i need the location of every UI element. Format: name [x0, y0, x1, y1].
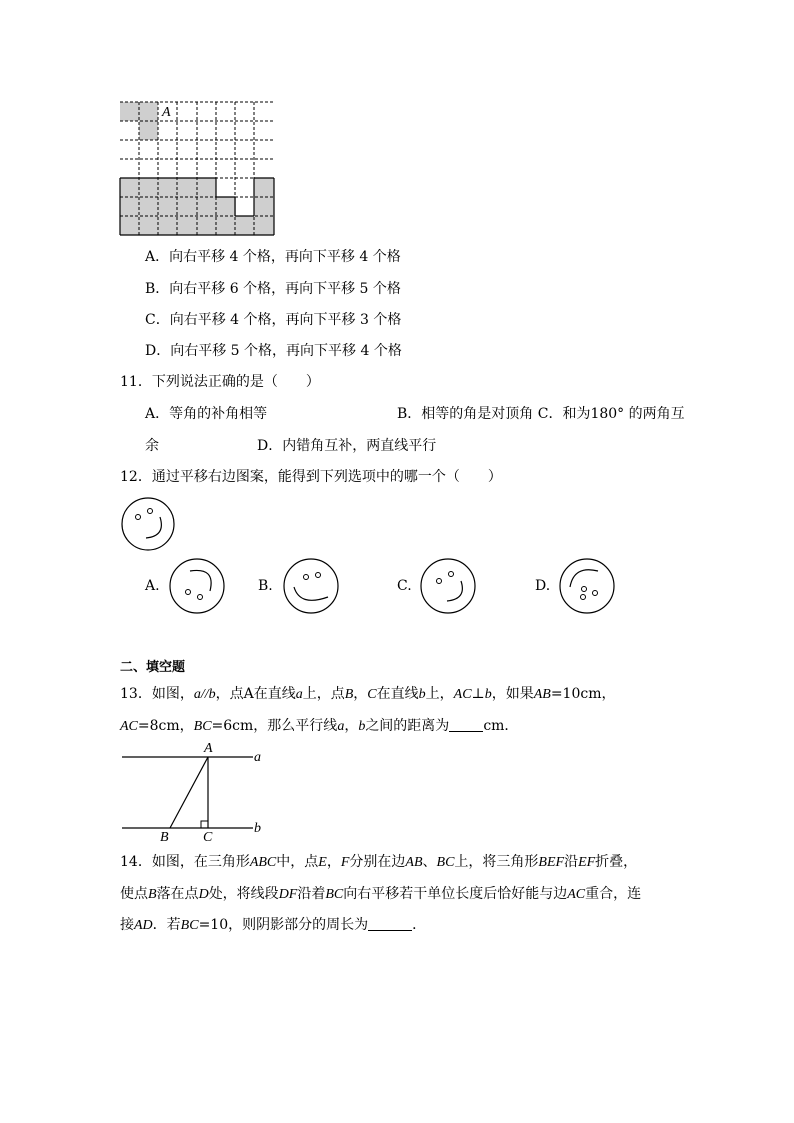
text-fragment: =10，则阴影部分的周长为: [198, 917, 369, 933]
q11-option-d[interactable]: D．内错角互补，两直线平行: [257, 438, 437, 454]
q10-option-b[interactable]: B．向右平移 6 个格，再向下平移 5 个格: [145, 281, 401, 297]
math-fragment: AC: [120, 719, 138, 734]
text-fragment: 接: [120, 917, 134, 933]
q13-answer-blank[interactable]: [449, 717, 483, 732]
q12-option-c-smiley[interactable]: [419, 557, 477, 615]
text-fragment: 沿: [564, 854, 579, 870]
q13-label-c-point: C: [203, 830, 213, 845]
text-fragment: 之间的距离为: [365, 718, 450, 734]
text-fragment: =10cm，: [550, 686, 616, 702]
q12-reference-smiley: [120, 496, 176, 552]
math-fragment: E: [318, 855, 327, 870]
q13-label-a-point: A: [204, 741, 213, 756]
text-fragment: ，: [344, 718, 359, 734]
text-fragment: 、: [422, 854, 437, 870]
q12-option-d-label[interactable]: D.: [535, 578, 551, 594]
q14-line-3: [120, 916, 426, 935]
math-fragment: B: [344, 687, 354, 702]
math-fragment: b: [418, 687, 426, 702]
math-fragment: DF: [278, 887, 298, 902]
text-fragment: 使点: [120, 886, 148, 902]
q12-option-c-label[interactable]: C.: [397, 578, 412, 594]
q13-line-2: [120, 717, 518, 736]
q10-option-d[interactable]: D．向右平移 5 个格，再向下平移 4 个格: [145, 343, 402, 359]
text-fragment: ，: [353, 686, 368, 702]
q10-option-c[interactable]: C．向右平移 4 个格，再向下平移 3 个格: [145, 312, 402, 328]
text-fragment: ．: [412, 917, 427, 933]
q14-line-1: [120, 853, 637, 872]
q12-option-b-smiley[interactable]: [282, 557, 340, 615]
q11-option-a[interactable]: A．等角的补角相等: [145, 406, 268, 422]
text-fragment: =6cm，那么平行线: [211, 718, 338, 734]
text-fragment: //: [200, 687, 209, 702]
text-fragment: ⊥: [471, 686, 485, 702]
text-fragment: 中，点: [276, 854, 319, 870]
math-fragment: BC: [325, 887, 344, 902]
text-fragment: cm．: [483, 718, 519, 734]
text-fragment: 落在点: [156, 886, 199, 902]
math-fragment: B: [148, 887, 157, 902]
section-title-fill-in: 二、填空题: [120, 660, 186, 675]
q10-option-a[interactable]: A．向右平移 4 个格，再向下平移 4 个格: [145, 249, 401, 265]
math-fragment: AB: [533, 687, 551, 702]
q12-option-b-label[interactable]: B.: [258, 578, 273, 594]
math-fragment: AB: [405, 855, 423, 870]
math-fragment: BC: [193, 719, 212, 734]
text-fragment: 上，: [425, 686, 454, 702]
math-fragment: C: [367, 687, 377, 702]
math-fragment: BC: [436, 855, 455, 870]
text-fragment: 折叠，: [595, 854, 638, 870]
q11-option-b-c[interactable]: B．相等的角是对顶角 C．和为180° 的两角互: [397, 406, 685, 422]
text-fragment: 在直线: [376, 686, 419, 702]
q14-answer-blank[interactable]: [368, 916, 412, 931]
math-fragment: a: [337, 719, 345, 734]
text-fragment: 上，将三角形: [454, 854, 539, 870]
math-fragment: ABC: [249, 855, 277, 870]
math-fragment: EF: [578, 855, 596, 870]
math-fragment: a: [193, 687, 201, 702]
text-fragment: 13．如图，: [120, 686, 194, 702]
math-fragment: a: [295, 687, 303, 702]
math-fragment: AC: [567, 887, 586, 902]
text-fragment: ，点A在直线: [215, 686, 296, 702]
math-fragment: BC: [180, 918, 199, 933]
q13-label-line-a: a: [254, 750, 261, 765]
math-fragment: BEF: [538, 855, 565, 870]
q11-stem: 11．下列说法正确的是（ ）: [120, 374, 320, 390]
text-fragment: ，如果: [491, 686, 534, 702]
text-fragment: 分别在边: [349, 854, 406, 870]
math-fragment: F: [340, 855, 350, 870]
text-fragment: 重合，连: [585, 886, 642, 902]
text-fragment: 14．如图，在三角形: [120, 854, 250, 870]
q13-label-line-b: b: [254, 821, 261, 836]
q13-line-1: [120, 685, 615, 704]
q13-parallel-lines-figure: [118, 740, 278, 845]
math-fragment: b: [208, 687, 216, 702]
math-fragment: D: [198, 887, 209, 902]
text-fragment: 处，将线段: [208, 886, 279, 902]
text-fragment: 上，点: [302, 686, 345, 702]
q12-stem: 12．通过平移右边图案，能得到下列选项中的哪一个（ ）: [120, 469, 502, 485]
math-fragment: b: [358, 719, 366, 734]
q12-option-d-smiley[interactable]: [558, 557, 616, 615]
text-fragment: ．若: [152, 917, 181, 933]
text-fragment: ，: [326, 854, 341, 870]
math-fragment: b: [484, 687, 492, 702]
q13-label-b-point: B: [160, 830, 169, 845]
text-fragment: =8cm，: [137, 718, 194, 734]
text-fragment: 向右平移若干单位长度后恰好能与边: [343, 886, 568, 902]
q12-option-a-smiley[interactable]: [168, 557, 226, 615]
q12-option-a-label[interactable]: A.: [145, 578, 160, 594]
math-fragment: AC: [453, 687, 472, 702]
text-fragment: 沿着: [297, 886, 326, 902]
q11-option-c-cont: 余: [145, 438, 159, 454]
q14-line-2: [120, 885, 641, 904]
translation-grid-figure: [119, 101, 277, 237]
grid-point-a-label: A: [162, 105, 171, 120]
math-fragment: AD: [134, 918, 153, 933]
